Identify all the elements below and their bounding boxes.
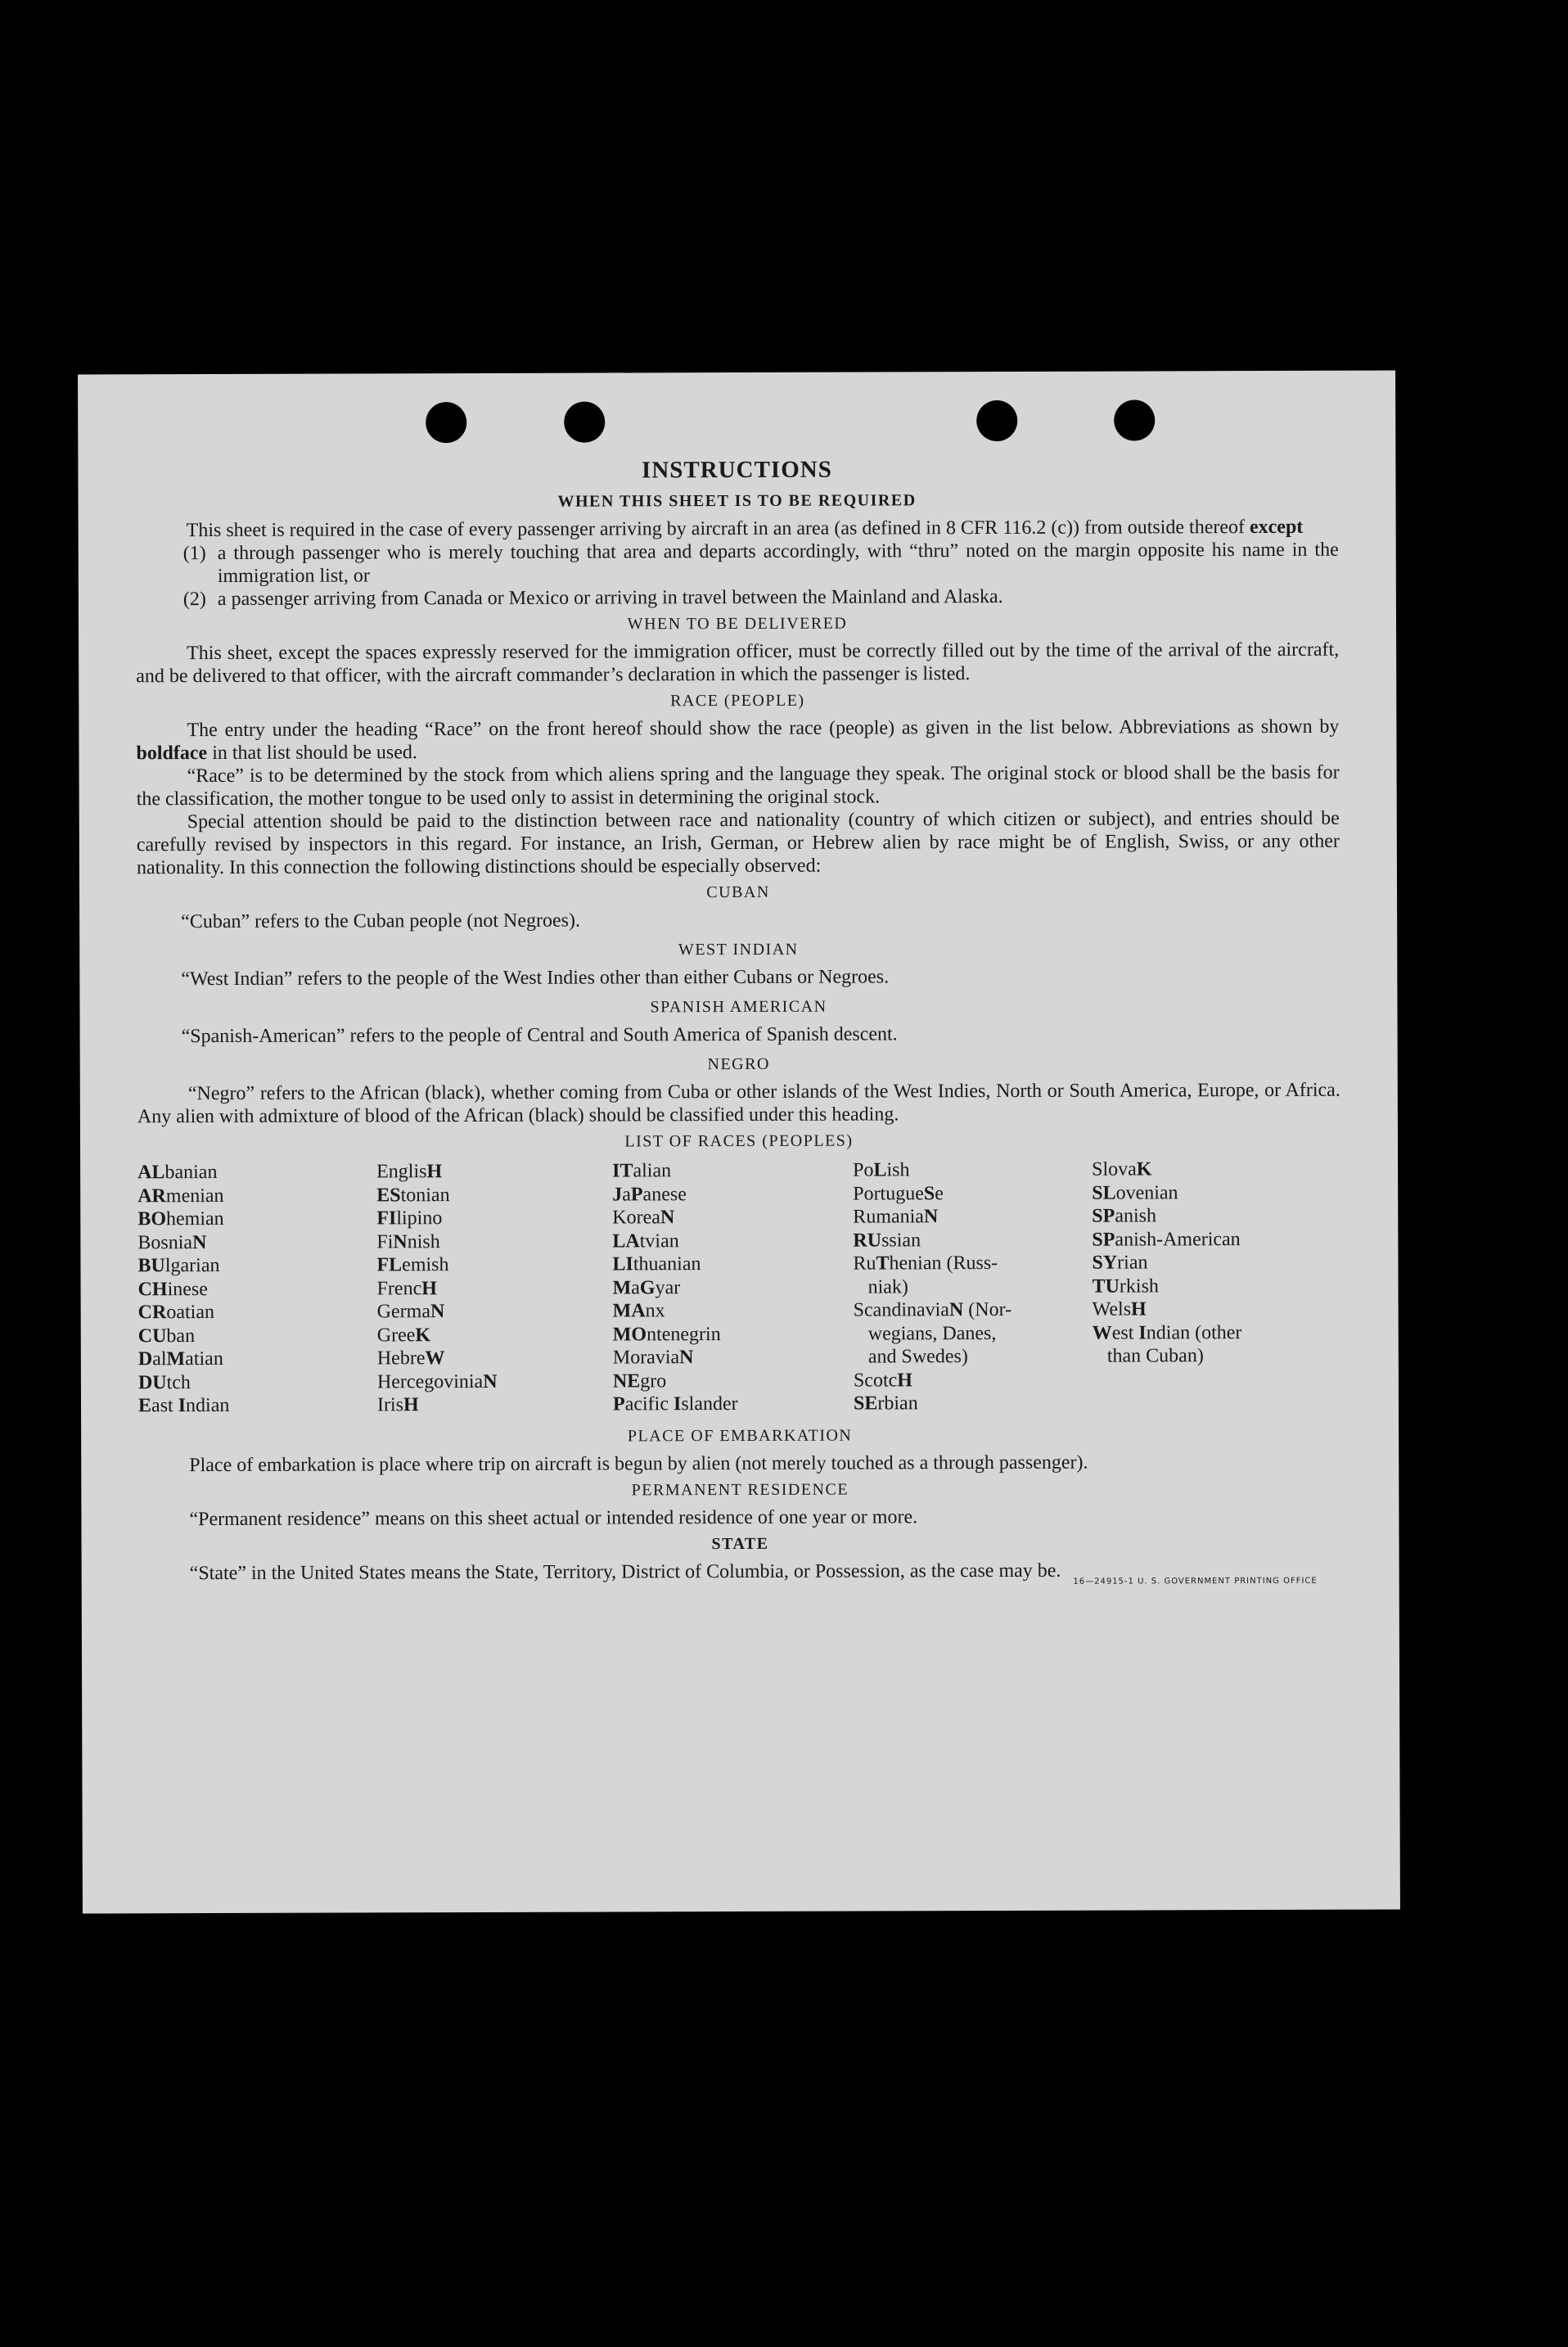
race-entry: PoLish [853,1159,910,1181]
delivered-text: This sheet, except the spaces expressly reserved for the immigration officer, must be correctly filled out by the time of the arrival of the aircraft, and be delivered to that officer, with the aircraft commander’s declaration in which the passenger is listed. [136,639,1340,688]
race-entry: RumaniaN [853,1206,939,1228]
negro-text: “Negro” refers to the African (black), whether coming from Cuba or other islands of the West Indies, North or South America, Europe, or Africa. Any alien with admixture of blood of the African (black) should be classified under this heading. [137,1079,1340,1128]
west-indian-text: “West Indian” refers to the people of the West Indies other than either Cubans or Negroes. [181,966,890,991]
race-column [612,1159,854,1416]
race-entry: CHinese [137,1278,208,1300]
race-entry: GermaN [376,1301,445,1323]
race-entry: GreeK [376,1324,431,1346]
race-paragraph-1: The entry under the heading “Race” on the front hereof should show the race (people) as given in the list below. Abbreviations as shown by boldface in that list should be used. [136,715,1340,765]
race-entry: BosniaN [137,1231,207,1253]
races-list [137,1158,1341,1418]
race-paragraph-3: Special attention should be paid to the distinction between race and nationality (country of which citizen or subject), and entries should be carefully revised by inspectors in this regard. For instance, an Irish, German, or Hebrew alien by race might be of English, Swiss, or any other nationality. In this connection the following distinctions should be especially observed: [136,807,1340,879]
race-entry: TUrkish [1092,1275,1159,1298]
race-entry: MAnx [612,1300,665,1322]
race-entry: wegians, Danes, [853,1322,997,1345]
race-entry: IrisH [376,1394,419,1416]
sheet-content [135,457,1341,1596]
punch-hole [564,402,605,443]
race-entry: niak) [853,1275,908,1298]
section-heading-embarkation: PLACE OF EMBARKATION [627,1426,853,1445]
race-entry: SlovaK [1092,1158,1152,1180]
race-entry: ITalian [612,1160,672,1182]
printer-imprint: 16—24915-1 U. S. GOVERNMENT PRINTING OFFICE [1073,1576,1318,1586]
race-entry: RUssian [853,1229,921,1252]
race-entry: EStonian [376,1184,450,1206]
race-entry: SYrian [1092,1252,1148,1274]
race-entry: CUban [137,1325,196,1347]
race-entry: ARmenian [137,1185,224,1207]
state-text: “State” in the United States means the State, Territory, District of Columbia, or Possession, as the case may be. [189,1559,1061,1584]
race-column [137,1160,377,1417]
item-number: (2) [182,589,206,611]
race-entry: EnglisH [376,1161,443,1183]
race-paragraph-2: “Race” is to be determined by the stock from which aliens spring and the language they speak. The original stock or blood shall be the basis for the classification, the mother tongue to be used only to assist in determining the original stock. [136,761,1340,810]
race-entry: LIthuanian [612,1253,701,1275]
required-intro: This sheet is required in the case of every passenger arriving by aircraft in an area (as defined in 8 CFR 116.2 (c)) from outside thereof except [186,516,1304,542]
race-entry: FrencH [376,1277,437,1299]
race-entry: HercegoviniaN [376,1370,498,1392]
item-text: a passenger arriving from Canada or Mexico or arriving in travel between the Mainland and Alaska. [217,585,1003,610]
race-entry: BOhemian [137,1207,224,1230]
punch-hole [976,400,1017,441]
race-entry: PortugueSe [853,1182,944,1205]
race-entry: DUtch [137,1371,191,1393]
race-entry: FIlipino [376,1207,443,1230]
race-column [853,1158,1093,1415]
race-entry: KoreaN [612,1207,675,1229]
race-entry: NEgro [612,1370,667,1392]
race-entry: FiNnish [376,1230,440,1252]
race-entry: MoraviaN [612,1347,694,1369]
race-entry: SLovenian [1092,1181,1178,1204]
residence-text: “Permanent residence” means on this sheet actual or intended residence of one year or more. [189,1505,918,1530]
race-entry: SErbian [853,1392,918,1415]
race-column [376,1159,613,1416]
race-entry: ScandinaviaN (Nor- [853,1298,1012,1321]
section-heading-cuban: CUBAN [706,882,770,902]
cuban-text: “Cuban” refers to the Cuban people (not Negroes). [181,909,581,933]
exception-item [183,584,1339,611]
race-entry: and Swedes) [853,1346,968,1368]
race-entry: FLemish [376,1254,449,1276]
race-entry: LAtvian [612,1230,679,1252]
race-entry: CRoatian [137,1302,215,1324]
section-heading-races: LIST OF RACES (PEOPLES) [624,1131,854,1151]
race-entry: HebreW [376,1347,445,1370]
spanish-american-text: “Spanish-American” refers to the people of Central and South America of Spanish descent. [181,1023,898,1048]
section-heading-state: STATE [711,1534,769,1553]
race-column [1092,1158,1338,1415]
section-heading-delivered: WHEN TO BE DELIVERED [627,614,848,634]
race-entry: MaGyar [612,1276,681,1298]
item-number: (1) [182,543,206,565]
race-entry: SPanish-American [1092,1228,1241,1251]
section-heading-spanish-american: SPANISH AMERICAN [650,997,827,1017]
race-entry: ALbanian [137,1162,218,1184]
race-entry: RuThenian (Russ- [853,1252,998,1275]
race-entry: East Indian [137,1394,230,1417]
race-entry: than Cuban) [1092,1345,1204,1367]
race-entry: JaPanese [612,1183,687,1205]
instruction-sheet [78,370,1400,1913]
race-entry: BUlgarian [137,1254,220,1277]
race-entry: Pacific Islander [612,1393,738,1415]
race-entry: ScotcH [853,1369,912,1392]
section-heading-race: RACE (PEOPLE) [670,691,805,711]
section-heading-west-indian: WEST INDIAN [678,940,799,959]
race-entry: MOntenegrin [612,1323,721,1345]
section-heading-required: WHEN THIS SHEET IS TO BE REQUIRED [557,491,917,511]
race-entry: West Indian (other [1092,1321,1242,1344]
section-heading-negro: NEGRO [707,1054,770,1074]
exception-item [183,539,1339,588]
except-bold: except [1249,516,1304,539]
page-title: INSTRUCTIONS [641,456,832,484]
race-entry: SPanish [1092,1205,1157,1227]
punch-hole [426,402,466,443]
embarkation-text: Place of embarkation is place where trip on aircraft is begun by alien (not merely touched as a through passenger). [189,1451,1088,1476]
punch-hole [1114,399,1155,440]
race-entry: DalMatian [137,1347,223,1370]
section-heading-residence: PERMANENT RESIDENCE [631,1480,849,1499]
race-entry: WelsH [1092,1298,1147,1320]
item-text: a through passenger who is merely touching that area and departs accordingly, with “thru” noted on the margin opposite his name in the immigration list, or [217,539,1339,587]
